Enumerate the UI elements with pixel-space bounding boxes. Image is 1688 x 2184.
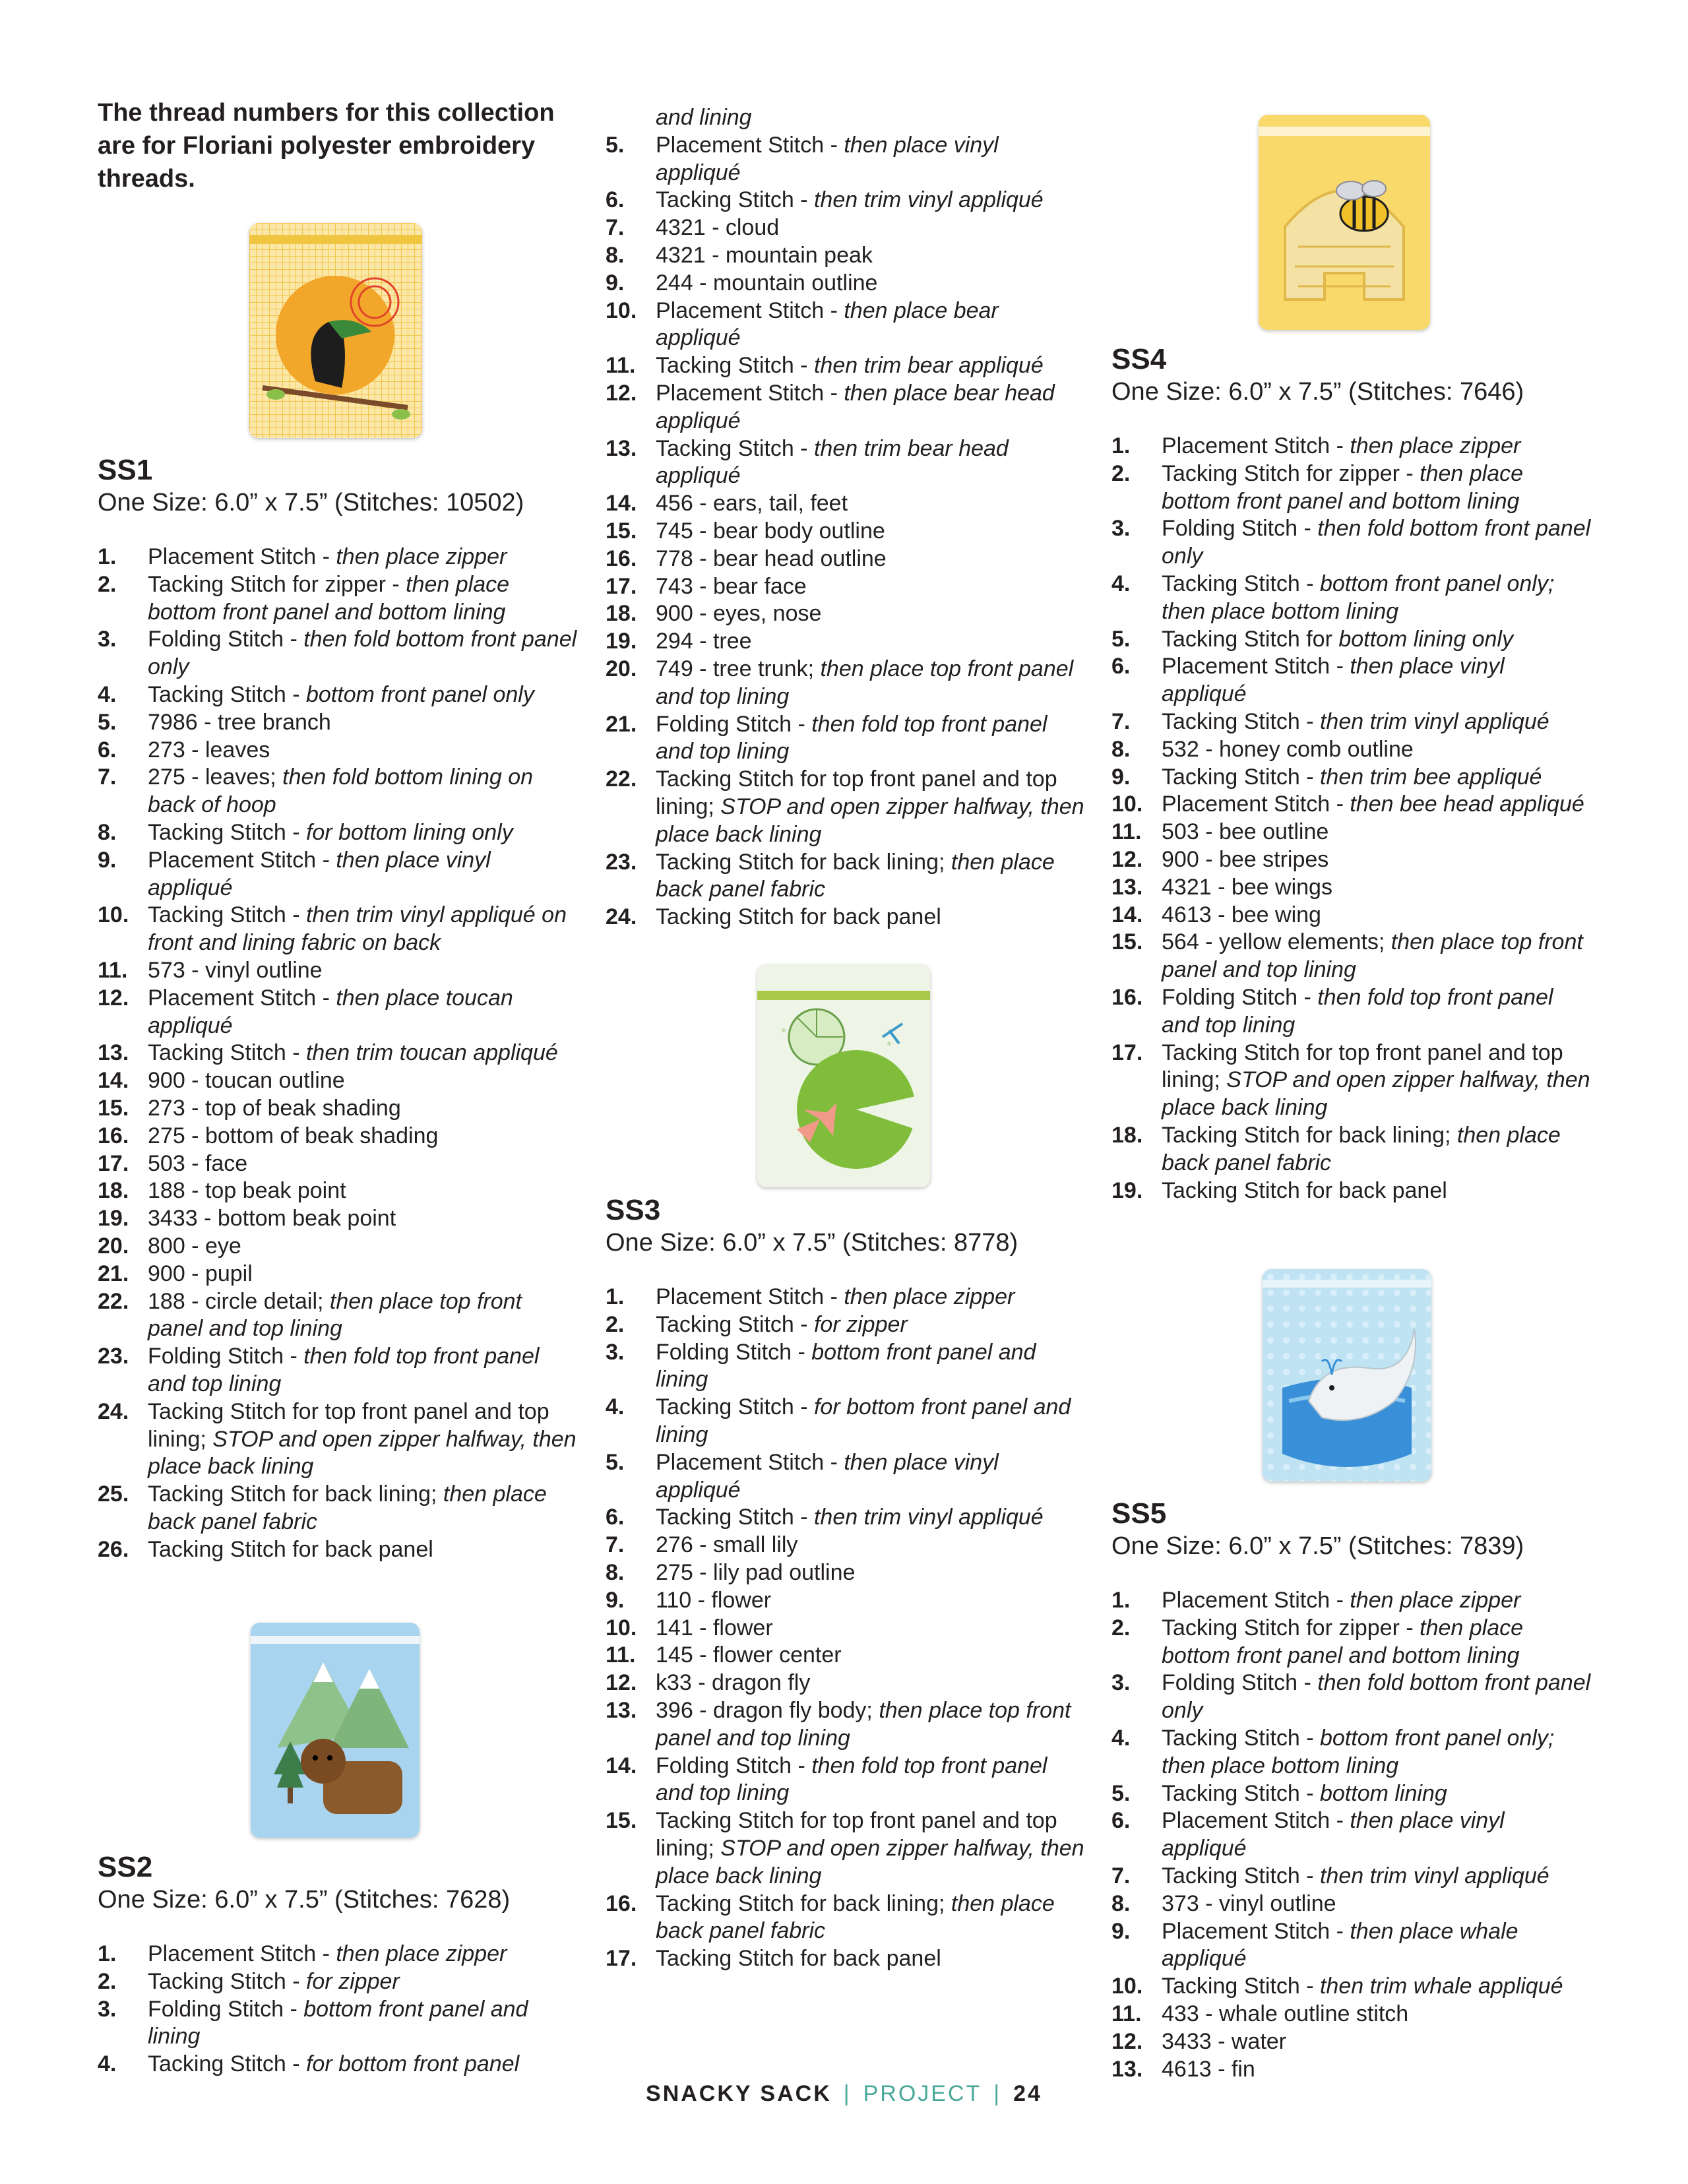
ss2-size: One Size: 6.0” x 7.5” (Stitches: 7628) bbox=[98, 1886, 511, 1914]
step: 8. Tacking Stitch - for bottom lining only bbox=[98, 819, 513, 845]
step: 4. Tacking Stitch - bottom front panel only; then place bottom lining bbox=[1111, 571, 1555, 624]
step: 13. Tacking Stitch - then trim bear head appliqué bbox=[606, 435, 1009, 489]
step: 7. 4321 - cloud bbox=[606, 215, 780, 241]
step: 3. Folding Stitch - bottom front panel and lining bbox=[606, 1339, 1036, 1392]
ss3-steps bbox=[606, 1284, 1087, 1973]
step: 24. Tacking Stitch for back panel bbox=[606, 904, 941, 930]
step: 11. 573 - vinyl outline bbox=[98, 957, 323, 983]
ss5-code: SS5 bbox=[1111, 1497, 1167, 1530]
step: 11. 433 - whale outline stitch bbox=[1111, 2001, 1409, 2026]
footer-separator: | bbox=[993, 2081, 1002, 2106]
step: 26. Tacking Stitch for back panel bbox=[98, 1536, 433, 1562]
step: 6. Placement Stitch - then place vinyl appliqué bbox=[1111, 654, 1505, 707]
step: 17. Tacking Stitch for top front panel and top lining; STOP and open zipper halfway, then place back lining bbox=[1111, 1040, 1590, 1121]
footer-brand: SNACKY SACK bbox=[646, 2081, 832, 2106]
step: 23. Tacking Stitch for back lining; then place back panel fabric bbox=[606, 849, 1055, 902]
step: 15. 564 - yellow elements; then place top front panel and top lining bbox=[1111, 929, 1583, 983]
step: 15. 273 - top of beak shading bbox=[98, 1095, 401, 1121]
step: 1. Placement Stitch - then place zipper bbox=[1111, 1588, 1521, 1613]
ss4-code: SS4 bbox=[1111, 343, 1167, 375]
ss5-size: One Size: 6.0” x 7.5” (Stitches: 7839) bbox=[1111, 1532, 1524, 1560]
page-number: 24 bbox=[1013, 2081, 1042, 2106]
step: 24. Tacking Stitch for top front panel and top lining; STOP and open zipper halfway, then place back lining bbox=[98, 1398, 577, 1480]
step: 19. 294 - tree bbox=[606, 629, 752, 654]
step: 2. Tacking Stitch - for zipper bbox=[606, 1311, 908, 1337]
step: 17. 503 - face bbox=[98, 1150, 248, 1176]
ss2-steps-continued bbox=[606, 104, 1087, 931]
step: 1. Placement Stitch - then place zipper bbox=[606, 1284, 1015, 1309]
step: 7. 275 - leaves; then fold bottom lining on back of hoop bbox=[98, 764, 534, 818]
ss3-size: One Size: 6.0” x 7.5” (Stitches: 8778) bbox=[606, 1229, 1018, 1257]
step: 15. 745 - bear body outline bbox=[606, 518, 885, 544]
step: 18. Tacking Stitch for back lining; then place back panel fabric bbox=[1111, 1122, 1561, 1175]
step: 14. 456 - ears, tail, feet bbox=[606, 491, 848, 516]
step: 16. 275 - bottom of beak shading bbox=[98, 1123, 439, 1148]
ss1-code: SS1 bbox=[98, 454, 153, 486]
step: 11. Tacking Stitch - then trim bear appliqué bbox=[606, 353, 1044, 379]
step: 7. Tacking Stitch - then trim vinyl appliqué bbox=[1111, 1863, 1549, 1888]
intro-text: The thread numbers for this collection are for Floriani polyester embroidery threads. bbox=[98, 99, 555, 193]
step: 11. 503 - bee outline bbox=[1111, 819, 1329, 845]
step: 4. Tacking Stitch - bottom front panel only bbox=[98, 681, 534, 707]
ss1-steps bbox=[98, 544, 579, 1563]
step: 14. 4613 - bee wing bbox=[1111, 902, 1321, 927]
ss2-photo bbox=[251, 1623, 420, 1838]
step: 19. 3433 - bottom beak point bbox=[98, 1206, 396, 1232]
step: 12. k33 - dragon fly bbox=[606, 1670, 811, 1696]
step: and lining bbox=[656, 105, 752, 130]
step: 10. Tacking Stitch - then trim vinyl appliqué on front and lining fabric on back bbox=[98, 902, 567, 956]
step: 22. 188 - circle detail; then place top front panel and top lining bbox=[98, 1288, 522, 1342]
step: 6. Tacking Stitch - then trim vinyl appliqué bbox=[606, 1505, 1044, 1530]
step: 22. Tacking Stitch for top front panel and top lining; STOP and open zipper halfway, then place back lining bbox=[606, 766, 1084, 847]
step: 10. Placement Stitch - then bee head appliqué bbox=[1111, 792, 1584, 817]
step: 9. 110 - flower bbox=[606, 1587, 772, 1613]
step: 9. 244 - mountain outline bbox=[606, 270, 878, 296]
step: 3. Folding Stitch - then fold bottom front panel only bbox=[1111, 1670, 1591, 1724]
step: 10. Placement Stitch - then place bear appliqué bbox=[606, 297, 999, 351]
ss4-size: One Size: 6.0” x 7.5” (Stitches: 7646) bbox=[1111, 378, 1524, 406]
step: 4. Tacking Stitch - for bottom front panel and lining bbox=[606, 1394, 1071, 1447]
step: 20. 800 - eye bbox=[98, 1233, 241, 1259]
step: 5. Placement Stitch - then place vinyl appliqué bbox=[606, 132, 999, 185]
step: 3. Folding Stitch - then fold bottom front panel only bbox=[98, 627, 577, 680]
step: 5. Tacking Stitch for bottom lining only bbox=[1111, 626, 1513, 652]
step: 6. Tacking Stitch - then trim vinyl appliqué bbox=[606, 187, 1044, 213]
step: 4. Tacking Stitch - for bottom front panel bbox=[98, 2051, 520, 2077]
ss2-code: SS2 bbox=[98, 1851, 153, 1883]
step: 21. Folding Stitch - then fold top front panel and top lining bbox=[606, 711, 1047, 764]
ss1-photo bbox=[249, 223, 422, 438]
step: 1. Placement Stitch - then place zipper bbox=[98, 544, 507, 569]
step: 17. 743 - bear face bbox=[606, 573, 807, 599]
step: 13. 4613 - fin bbox=[1111, 2056, 1255, 2082]
step: 14. Folding Stitch - then fold top front panel and top lining bbox=[606, 1753, 1047, 1806]
step: 1. Placement Stitch - then place zipper bbox=[98, 1941, 507, 1966]
step: 2. Tacking Stitch - for zipper bbox=[98, 1968, 400, 1994]
step: 18. 188 - top beak point bbox=[98, 1178, 346, 1204]
ss3-code: SS3 bbox=[606, 1194, 661, 1226]
ss4-photo bbox=[1259, 115, 1430, 330]
step: 13. Tacking Stitch - then trim toucan appliqué bbox=[98, 1040, 558, 1066]
step: 12. 3433 - water bbox=[1111, 2028, 1286, 2054]
step: 23. Folding Stitch - then fold top front panel and top lining bbox=[98, 1344, 540, 1396]
step: 9. Tacking Stitch - then trim bee appliqué bbox=[1111, 764, 1542, 790]
step: 11. 145 - flower center bbox=[606, 1642, 842, 1668]
step: 8. 4321 - mountain peak bbox=[606, 242, 873, 268]
step: 9. Placement Stitch - then place whale appliqué bbox=[1111, 1918, 1518, 1972]
step: 13. 4321 - bee wings bbox=[1111, 874, 1332, 900]
step: 25. Tacking Stitch for back lining; then place back panel fabric bbox=[98, 1482, 547, 1534]
footer-separator: | bbox=[843, 2081, 852, 2106]
step: 2. Tacking Stitch for zipper - then place bottom front panel and bottom lining bbox=[1111, 1615, 1524, 1668]
step: 15. Tacking Stitch for top front panel and top lining; STOP and open zipper halfway, then place back lining bbox=[606, 1808, 1084, 1888]
ss1-size: One Size: 6.0” x 7.5” (Stitches: 10502) bbox=[98, 489, 524, 516]
ss5-photo bbox=[1263, 1269, 1431, 1482]
step: 3. Folding Stitch - then fold bottom front panel only bbox=[1111, 516, 1591, 569]
step: 5. Placement Stitch - then place vinyl appliqué bbox=[606, 1449, 999, 1503]
step: 14. 900 - toucan outline bbox=[98, 1068, 345, 1094]
step: 4. Tacking Stitch - bottom front panel only; then place bottom lining bbox=[1111, 1725, 1555, 1778]
step: 1. Placement Stitch - then place zipper bbox=[1111, 433, 1521, 458]
ss4-steps bbox=[1111, 433, 1593, 1204]
step: 8. 373 - vinyl outline bbox=[1111, 1890, 1336, 1916]
step: 10. 141 - flower bbox=[606, 1615, 773, 1640]
page-footer bbox=[0, 2081, 1688, 2107]
step: 20. 749 - tree trunk; then place top front panel and top lining bbox=[606, 656, 1074, 709]
step: 17. Tacking Stitch for back panel bbox=[606, 1946, 941, 1972]
step: 6. Placement Stitch - then place vinyl appliqué bbox=[1111, 1808, 1505, 1861]
step: 19. Tacking Stitch for back panel bbox=[1111, 1177, 1447, 1203]
step: 13. 396 - dragon fly body; then place top front panel and top lining bbox=[606, 1697, 1071, 1751]
step: 21. 900 - pupil bbox=[98, 1261, 253, 1286]
ss5-steps bbox=[1111, 1587, 1593, 2083]
step: 16. Tacking Stitch for back lining; then place back panel fabric bbox=[606, 1890, 1055, 1944]
step: 12. 900 - bee stripes bbox=[1111, 846, 1329, 872]
ss3-photo bbox=[757, 964, 930, 1187]
step: 12. Placement Stitch - then place bear head appliqué bbox=[606, 380, 1055, 433]
step: 2. Tacking Stitch for zipper - then place bottom front panel and bottom lining bbox=[1111, 460, 1524, 514]
step: 16. 778 - bear head outline bbox=[606, 546, 887, 571]
step: 5. 7986 - tree branch bbox=[98, 709, 331, 735]
step: 5. Tacking Stitch - bottom lining bbox=[1111, 1780, 1447, 1806]
step: 2. Tacking Stitch for zipper - then place bottom front panel and bottom lining bbox=[98, 571, 510, 625]
footer-section: PROJECT bbox=[863, 2081, 982, 2106]
step: 7. Tacking Stitch - then trim vinyl appliqué bbox=[1111, 708, 1549, 734]
ss2-steps bbox=[98, 1941, 579, 2078]
step: 8. 532 - honey comb outline bbox=[1111, 736, 1414, 762]
step: 7. 276 - small lily bbox=[606, 1532, 798, 1558]
step: 8. 275 - lily pad outline bbox=[606, 1559, 856, 1585]
step: 9. Placement Stitch - then place vinyl appliqué bbox=[98, 847, 491, 900]
step: 3. Folding Stitch - bottom front panel and lining bbox=[98, 1996, 528, 2049]
step: 10. Tacking Stitch - then trim whale appliqué bbox=[1111, 1974, 1563, 1999]
step: 16. Folding Stitch - then fold top front panel and top lining bbox=[1111, 984, 1553, 1038]
step: 6. 273 - leaves bbox=[98, 737, 270, 763]
step: 18. 900 - eyes, nose bbox=[606, 601, 822, 627]
step: 12. Placement Stitch - then place toucan appliqué bbox=[98, 985, 513, 1038]
